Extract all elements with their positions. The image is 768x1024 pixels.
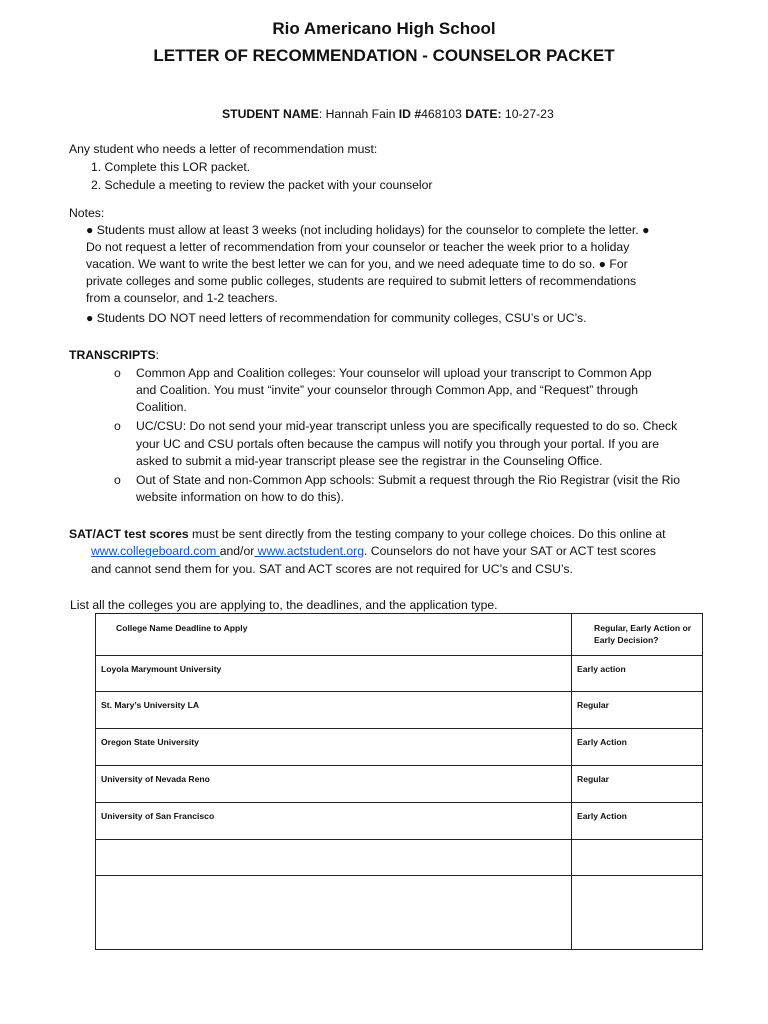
notes-line: Do not request a letter of recommendation from your counselor or teacher the week prior to a holiday — [86, 240, 630, 254]
type-cell[interactable]: Regular — [572, 766, 703, 803]
notes-line: private colleges and some public colleges, students are required to submit letters of recommendations — [86, 274, 637, 288]
type-cell[interactable]: Early Action — [572, 803, 703, 840]
type-header-cell — [572, 614, 703, 656]
transcript-item — [114, 418, 677, 436]
sat-text: . Counselors do not have your SAT or ACT test scores — [364, 544, 656, 558]
transcript-line: and Coalition. You must “invite” your counselor through Common App, and “Request” through — [136, 383, 639, 397]
notes-line: from a counselor, and 1-2 teachers. — [86, 291, 278, 305]
bullet-icon: o — [114, 419, 121, 433]
student-id-value: 468103 — [421, 107, 466, 121]
sat-line-1 — [69, 526, 666, 544]
table-row — [96, 766, 703, 803]
college-cell[interactable]: University of San Francisco — [96, 803, 572, 840]
list-intro: List all the colleges you are applying to, the deadlines, and the application type. — [70, 598, 498, 612]
table-header-row — [96, 614, 703, 656]
transcript-line: UC/CSU: Do not send your mid-year transcript unless you are specifically requested to do so. Check — [136, 419, 678, 433]
sat-text: must be sent directly from the testing company to your college choices. Do this online at — [188, 527, 666, 541]
student-info-line — [222, 106, 554, 124]
school-name: Rio Americano High School — [272, 19, 496, 38]
college-cell[interactable]: Loyola Marymount University — [96, 656, 572, 692]
type-cell[interactable]: Early Action — [572, 729, 703, 766]
table-row — [96, 729, 703, 766]
transcripts-colon: : — [155, 348, 160, 362]
transcript-line: Coalition. — [136, 400, 187, 414]
college-cell[interactable]: Oregon State University — [96, 729, 572, 766]
and-or-text: and/or — [219, 544, 255, 558]
type-header-line: Early Decision? — [594, 635, 659, 645]
sat-label: SAT/ACT test scores — [69, 527, 189, 541]
college-cell[interactable] — [96, 876, 572, 950]
type-cell[interactable]: Regular — [572, 692, 703, 729]
type-header-line: Regular, Early Action or — [594, 623, 692, 633]
transcript-item — [114, 472, 680, 490]
intro-step: 1. Complete this LOR packet. — [91, 160, 251, 174]
college-cell[interactable]: St. Mary’s University LA — [96, 692, 572, 729]
collegeboard-link[interactable]: www.collegeboard.com — [91, 544, 220, 558]
page-title: LETTER OF RECOMMENDATION - COUNSELOR PACKET — [153, 46, 615, 65]
table-row — [96, 692, 703, 729]
table-row — [96, 803, 703, 840]
transcript-line: your UC and CSU portals often because the campus will notify you through your portal. If you are — [136, 437, 659, 451]
type-cell[interactable]: Early action — [572, 656, 703, 692]
actstudent-link[interactable]: www.actstudent.org — [254, 544, 365, 558]
table-row — [96, 876, 703, 950]
intro-step: 2. Schedule a meeting to review the packet with your counselor — [91, 178, 433, 192]
table-row — [96, 840, 703, 876]
sat-line-3: and cannot send them for you. SAT and ACT scores are not required for UC’s and CSU’s. — [91, 562, 573, 576]
date-value: 10-27-23 — [501, 107, 554, 121]
transcript-line: Out of State and non-Common App schools: Submit a request through the Rio Registrar (visit the Rio — [136, 473, 680, 487]
transcript-line: Common App and Coalition colleges: Your counselor will upload your transcript to Common App — [136, 366, 652, 380]
transcripts-label: TRANSCRIPTS — [69, 348, 156, 362]
notes-label: Notes: — [69, 206, 105, 220]
type-cell[interactable] — [572, 840, 703, 876]
college-header-cell: College Name Deadline to Apply — [96, 614, 572, 656]
notes-line: ● Students must allow at least 3 weeks (not including holidays) for the counselor to complete the letter. ● — [86, 223, 650, 237]
bullet-icon: o — [114, 366, 121, 380]
notes-line: ● Students DO NOT need letters of recommendation for community colleges, CSU’s or UC’s. — [86, 311, 587, 325]
colleges-table — [95, 613, 703, 950]
bullet-icon: o — [114, 473, 121, 487]
student-name-value: : Hannah Fain — [318, 107, 399, 121]
sat-line-2 — [91, 543, 656, 561]
transcript-line: asked to submit a mid-year transcript please see the registrar in the Counseling Office. — [136, 454, 603, 468]
transcript-item — [114, 365, 652, 383]
notes-line: vacation. We want to write the best letter we can for you, and we need adequate time to do so. ● For — [86, 257, 628, 271]
student-id-label: ID # — [398, 107, 422, 121]
transcripts-heading — [69, 347, 159, 365]
type-cell[interactable] — [572, 876, 703, 950]
college-cell[interactable]: University of Nevada Reno — [96, 766, 572, 803]
college-cell[interactable] — [96, 840, 572, 876]
transcript-line: website information on how to do this). — [136, 490, 344, 504]
date-label: DATE: — [465, 107, 502, 121]
student-name-label: STUDENT NAME — [222, 107, 319, 121]
intro-lead: Any student who needs a letter of recommendation must: — [69, 142, 378, 156]
table-row — [96, 656, 703, 692]
